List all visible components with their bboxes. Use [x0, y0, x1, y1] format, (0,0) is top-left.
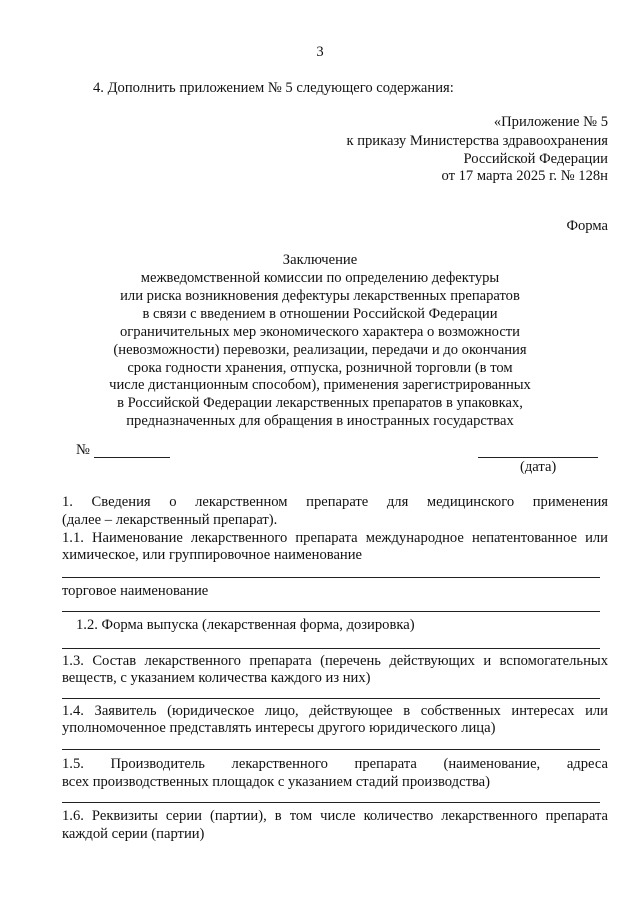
section-1-2: 1.2. Форма выпуска (лекарственная форма, дозировка) — [76, 617, 415, 633]
field-line — [62, 577, 600, 578]
date-blank-line — [478, 457, 598, 458]
title-line: предназначенных для обращения в иностранных государствах — [126, 413, 514, 429]
section-1-6-line-2: каждой серии (партии) — [62, 826, 205, 842]
section-1-4-line-1: 1.4. Заявитель (юридическое лицо, действующее в собственных интересах или — [62, 703, 608, 719]
appendix-line-1: «Приложение № 5 — [493, 114, 608, 130]
section-1-4-line-2: уполномоченное представлять интересы другого юридического лица) — [62, 720, 496, 736]
section-1-5-line-1: 1.5. Производитель лекарственного препарата (наименование, адреса — [62, 756, 608, 772]
number-blank-line — [94, 457, 170, 458]
title-heading: Заключение — [282, 252, 358, 268]
section-1-3-line-2: веществ, с указанием количества каждого из них) — [62, 670, 371, 686]
title-line: (невозможности) перевозки, реализации, передачи и до окончания — [113, 342, 527, 358]
section-1-line-2: (далее – лекарственный препарат). — [62, 512, 278, 528]
field-line — [62, 749, 600, 750]
title-line: или риска возникновения дефектуры лекарственных препаратов — [120, 288, 520, 304]
field-line — [62, 698, 600, 699]
trade-name-label: торговое наименование — [62, 583, 209, 599]
appendix-line-3: Российской Федерации — [463, 151, 608, 167]
appendix-line-4: от 17 марта 2025 г. № 128н — [441, 168, 608, 184]
section-1-5-line-2: всех производственных площадок с указанием стадий производства) — [62, 774, 490, 790]
title-line: ограничительных мер экономического характера о возможности — [119, 324, 520, 340]
page-number: 3 — [316, 44, 324, 60]
date-label: (дата) — [520, 459, 557, 475]
title-line: в связи с введением в отношении Российской Федерации — [142, 306, 498, 322]
title-line: межведомственной комиссии по определению дефектуры — [140, 270, 500, 286]
section-1-1-line-1: 1.1. Наименование лекарственного препарата международное непатентованное или — [62, 530, 608, 546]
field-line — [62, 648, 600, 649]
title-line: числе дистанционным способом), применения зарегистрированных — [109, 377, 531, 393]
appendix-line-2: к приказу Министерства здравоохранения — [346, 133, 608, 149]
field-line — [62, 802, 600, 803]
title-line: в Российской Федерации лекарственных препаратов в упаковках, — [117, 395, 523, 411]
number-sign: № — [76, 442, 90, 458]
form-label: Форма — [566, 218, 608, 234]
title-line: срока годности хранения, отпуска, розничной торговли (в том — [127, 360, 513, 376]
section-1-6-line-1: 1.6. Реквизиты серии (партии), в том числе количество лекарственного препарата — [62, 808, 608, 824]
section-1-line-1: 1. Сведения о лекарственном препарате для медицинского применения — [62, 494, 608, 510]
intro-paragraph: 4. Дополнить приложением № 5 следующего содержания: — [93, 80, 454, 96]
section-1-3-line-1: 1.3. Состав лекарственного препарата (перечень действующих и вспомогательных — [62, 653, 608, 669]
section-1-1-line-2: химическое, или группировочное наименование — [62, 547, 363, 563]
field-line — [62, 611, 600, 612]
